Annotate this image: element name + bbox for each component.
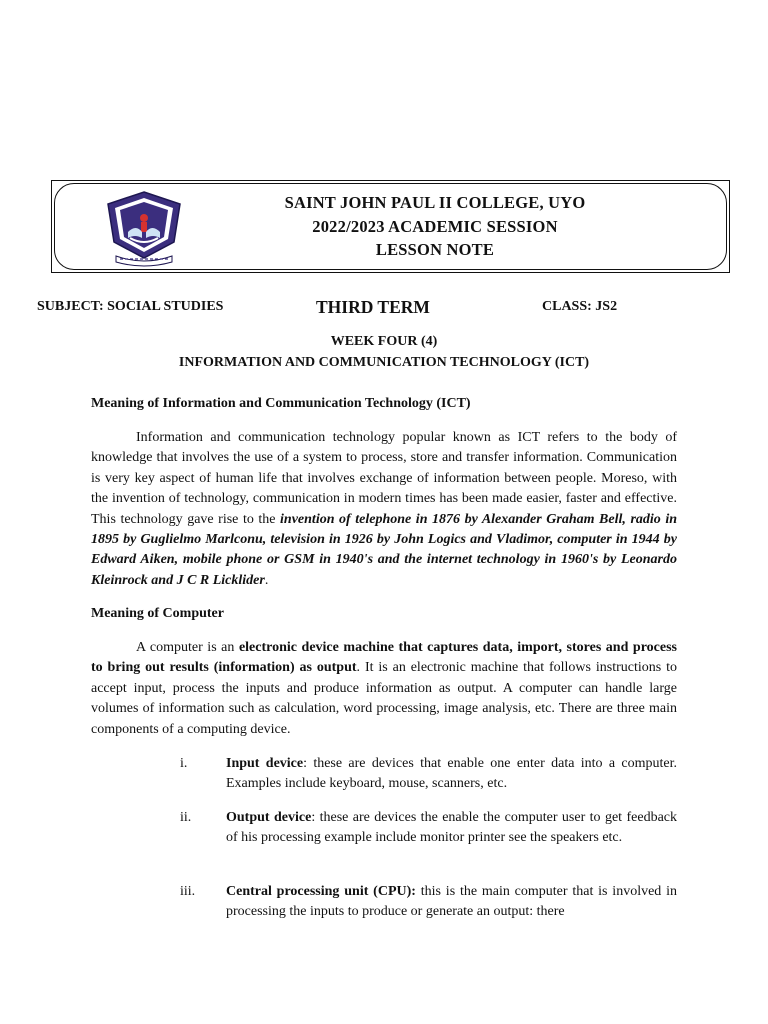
academic-session: 2022/2023 ACADEMIC SESSION <box>312 217 558 236</box>
ict-meaning-paragraph: Information and communication technology popular known as ICT refers to the body of knowledge that involves the use of a system to process, store and transfer information. Communication is very key aspect of human life that involves exchange of information between people. Moreso, with the invention of technology, communication in modern times has been made easier, faster and effective. This technology gave rise to the invention of telephone in 1876 by Alexander Graham Bell, radio in 1895 by Guglielmo Marlconu, television in 1926 by John Logics and Vladimor, computer in 1944 by Edward Aiken, mobile phone or GSM in 1940's and the internet technology in 1960's by Leonardo Kleinrock and J C R Licklider. <box>91 430 678 588</box>
school-logo <box>102 188 186 268</box>
computer-definition-bold: electronic device machine that captures data, import, stores and process to bring out results (information) as output <box>91 640 677 676</box>
week-label: WEEK FOUR (4) <box>330 334 438 349</box>
class-label: CLASS: JS2 <box>542 299 618 314</box>
list-term: Central processing unit (CPU): <box>226 884 416 899</box>
inventions-emphasis: invention of telephone in 1876 by Alexander Graham Bell, radio in 1895 by Guglielmo Marlconu, television in 1926 by John Logics and Vladimor, computer in 1944 by Edward Aiken, mobile phone or GSM in 1940's and the internet technology in 1960's by Leonardo Kleinrock and J C R Licklider <box>91 511 678 588</box>
subject-label: SUBJECT: SOCIAL STUDIES <box>37 299 224 314</box>
list-number: i. <box>180 756 188 771</box>
list-term: Output device <box>226 810 312 825</box>
computer-meaning-paragraph: A computer is an electronic device machine that captures data, import, stores and process to bring out results (information) as output. It is an electronic machine that follows instructions to accept input, process the inputs and produce information as output. A computer can handle large volumes of information such as calculation, word processing, image analysis, etc. There are three main components of a computing device. <box>91 640 677 737</box>
topic-title: INFORMATION AND COMMUNICATION TECHNOLOGY (ICT) <box>178 355 590 370</box>
list-number: iii. <box>180 884 196 899</box>
document-type: LESSON NOTE <box>375 240 495 259</box>
ict-meaning-heading: Meaning of Information and Communication Technology (ICT) <box>91 396 471 411</box>
term-label: THIRD TERM <box>316 297 430 317</box>
list-term: Input device <box>226 756 304 771</box>
list-number: ii. <box>180 810 192 825</box>
school-name: SAINT JOHN PAUL II COLLEGE, UYO <box>284 193 586 212</box>
computer-meaning-heading: Meaning of Computer <box>91 606 224 621</box>
